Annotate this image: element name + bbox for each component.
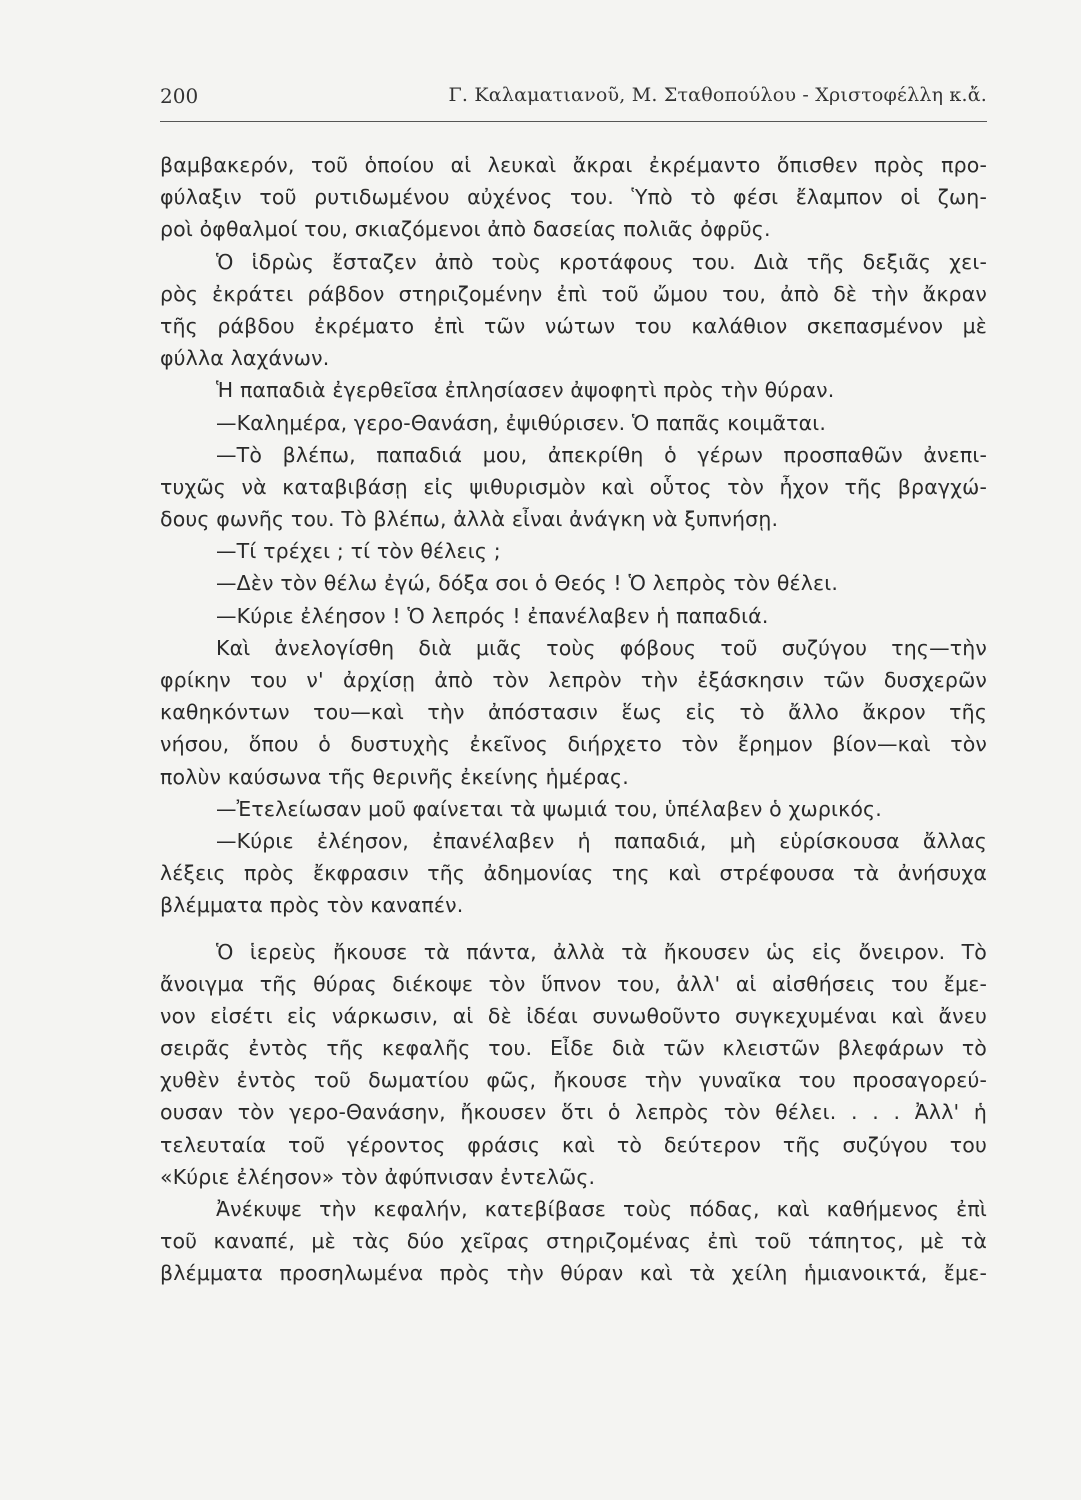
page-header [160,84,987,114]
page-number: 200 [160,84,199,108]
text-line: φύλαξιν τοῦ ρυτιδωμένου αὐχένος του. Ὑπὸ τὸ φέσι ἔλαμπον οἱ ζωη- [160,185,987,210]
text-line: τυχῶς νὰ καταβιβάσῃ εἰς ψιθυρισμὸν καὶ οὗτος τὸν ἦχον τῆς βραγχώ- [160,474,987,499]
text-line: τῆς ράβδου ἐκρέματο ἐπὶ τῶν νώτων του καλάθιον σκεπασμένον μὲ [160,313,987,338]
text-line: βλέμματα προσηλωμένα πρὸς τὴν θύραν καὶ τὰ χείλη ἡμιανοικτά, ἔμε- [160,1261,987,1286]
text-line: —Κύριε ἐλέησον ! Ὁ λεπρός ! ἐπανέλαβεν ἡ παπαδιά. [216,603,769,628]
text-line: ουσαν τὸν γερο-Θανάσην, ἤκουσεν ὅτι ὁ λεπρὸς τὸν θέλει. . . . Ἀλλ' ἡ [160,1100,987,1125]
text-line: Ἀνέκυψε τὴν κεφαλήν, κατεβίβασε τοὺς πόδας, καὶ καθήμενος ἐπὶ [216,1197,987,1221]
running-head: Γ. Καλαματιανοῦ, Μ. Σταθοπούλου - Χριστοφέλλη κ.ἄ. [448,84,987,106]
text-line: σειρᾶς ἐντὸς τῆς κεφαλῆς του. Εἶδε διὰ τῶν κλειστῶν βλεφάρων τὸ [160,1036,987,1061]
text-line: —Τί τρέχει ; τί τὸν θέλεις ; [216,539,501,564]
text-line: Ὁ ἱδρὼς ἔσταζεν ἀπὸ τοὺς κροτάφους του. Διὰ τῆς δεξιᾶς χει- [216,249,987,274]
text-line: λέξεις πρὸς ἔκφρασιν τῆς ἀδημονίας της καὶ στρέφουσα τὰ ἀνήσυχα [160,861,987,886]
text-line: καθηκόντων του—καὶ τὴν ἀπόστασιν ἕως εἰς τὸ ἄλλο ἄκρον τῆς [160,700,987,725]
text-line: ροὶ ὀφθαλμοί του, σκιαζόμενοι ἀπὸ δασείας πολιᾶς ὀφρῦς. [160,217,771,242]
text-line: Καὶ ἀνελογίσθη διὰ μιᾶς τοὺς φόβους τοῦ συζύγου της—τὴν [216,635,987,660]
text-line: φρίκην του ν' ἀρχίσῃ ἀπὸ τὸν λεπρὸν τὴν ἐξάσκησιν τῶν δυσχερῶν [160,668,987,692]
text-line: δους φωνῆς του. Τὸ βλέπω, ἀλλὰ εἶναι ἀνάγκη νὰ ξυπνήσῃ. [160,507,779,532]
text-line: φύλλα λαχάνων. [160,346,330,371]
text-line: βαμβακερόν, τοῦ ὁποίου αἱ λευκαὶ ἄκραι ἐκρέμαντο ὄπισθεν πρὸς προ- [160,153,987,177]
text-line: βλέμματα πρὸς τὸν καναπέν. [160,893,464,918]
text-line: νήσου, ὅπου ὁ δυστυχὴς ἐκεῖνος διήρχετο τὸν ἔρημον βίον—καὶ τὸν [160,732,987,757]
text-line: —Κύριε ἐλέησον, ἐπανέλαβεν ἡ παπαδιά, μὴ εὑρίσκουσα ἄλλας [216,828,987,853]
text-line: τοῦ καναπέ, μὲ τὰς δύο χεῖρας στηριζομένας ἐπὶ τοῦ τάπητος, μὲ τὰ [160,1229,987,1254]
text-line: πολὺν καύσωνα τῆς θερινῆς ἐκείνης ἡμέρας. [160,764,629,789]
text-line: ἄνοιγμα τῆς θύρας διέκοψε τὸν ὕπνον του, ἀλλ' αἱ αἰσθήσεις του ἔμε- [160,971,987,996]
text-line: «Κύριε ἐλέησον» τὸν ἀφύπνισαν ἐντελῶς. [160,1164,596,1189]
text-line: —Τὸ βλέπω, παπαδιά μου, ἀπεκρίθη ὁ γέρων προσπαθῶν ἀνεπι- [216,442,987,467]
text-line: Ὁ ἱερεὺς ἤκουσε τὰ πάντα, ἀλλὰ τὰ ἤκουσεν ὡς εἰς ὄνειρον. Τὸ [216,939,987,964]
text-line: —Δὲν τὸν θέλω ἐγώ, δόξα σοι ὁ Θεός ! Ὁ λεπρὸς τὸν θέλει. [216,571,839,596]
text-line: —Καλημέρα, γερο-Θανάση, ἐψιθύρισεν. Ὁ παπᾶς κοιμᾶται. [216,410,827,435]
header-rule [160,121,987,122]
text-line: τελευταία τοῦ γέροντος φράσις καὶ τὸ δεύτερον τῆς συζύγου του [160,1132,987,1157]
text-line: ρὸς ἐκράτει ράβδον στηριζομένην ἐπὶ τοῦ ὤμου του, ἀπὸ δὲ τὴν ἄκραν [160,281,987,306]
text-line: χυθὲν ἐντὸς τοῦ δωματίου φῶς, ἤκουσε τὴν γυναῖκα του προσαγορεύ- [160,1068,987,1093]
text-line: νον εἰσέτι εἰς νάρκωσιν, αἱ δὲ ἰδέαι συνωθοῦντο συγκεχυμέναι καὶ ἄνευ [160,1003,987,1028]
body-text [160,149,987,1290]
text-line: Ἡ παπαδιὰ ἐγερθεῖσα ἐπλησίασεν ἀψοφητὶ πρὸς τὴν θύραν. [216,378,835,403]
text-line: —Ἐτελείωσαν μοῦ φαίνεται τὰ ψωμιά του, ὑπέλαβεν ὁ χωρικός. [216,796,882,821]
